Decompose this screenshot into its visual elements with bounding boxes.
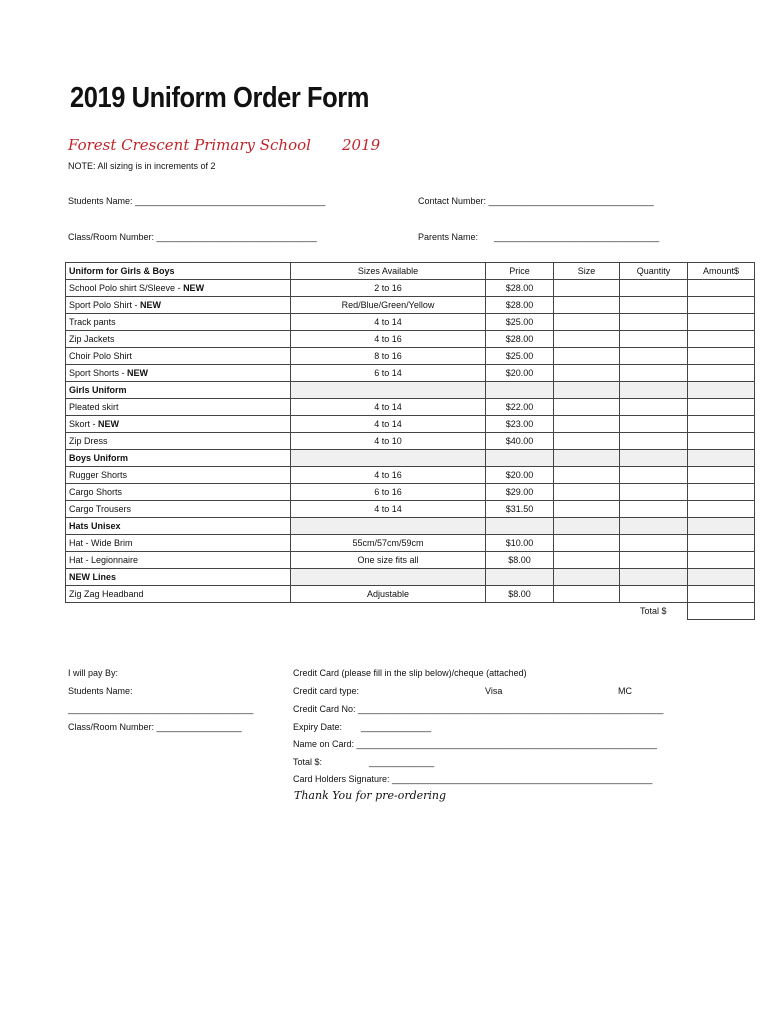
- contact-number-field[interactable]: Contact Number: _________________________________: [418, 196, 654, 206]
- size-input-cell[interactable]: [554, 450, 620, 467]
- item-name: Sport Polo Shirt -: [69, 300, 141, 310]
- size-input-cell[interactable]: [554, 552, 620, 569]
- size-input-cell[interactable]: [554, 467, 620, 484]
- table-row: [66, 484, 755, 501]
- header-sizes: Sizes Available: [291, 263, 486, 280]
- item-name: Pleated skirt: [69, 402, 119, 412]
- item-cell: [66, 467, 291, 484]
- section-row: [66, 569, 755, 586]
- price-cell: $20.00: [486, 365, 554, 382]
- quantity-input-cell[interactable]: [620, 433, 688, 450]
- sizes-cell: 4 to 14: [291, 399, 486, 416]
- quantity-input-cell[interactable]: [620, 501, 688, 518]
- page-title: 2019 Uniform Order Form: [70, 82, 370, 114]
- quantity-input-cell[interactable]: [620, 331, 688, 348]
- payment-total-label: Total $:: [293, 757, 323, 767]
- quantity-input-cell[interactable]: [620, 348, 688, 365]
- size-input-cell[interactable]: [554, 314, 620, 331]
- sizes-cell: [291, 518, 486, 535]
- quantity-input-cell[interactable]: [620, 552, 688, 569]
- quantity-input-cell[interactable]: [620, 314, 688, 331]
- table-row: [66, 280, 755, 297]
- quantity-input-cell[interactable]: [620, 365, 688, 382]
- item-cell: [66, 433, 291, 450]
- size-input-cell[interactable]: [554, 331, 620, 348]
- quantity-input-cell[interactable]: [620, 382, 688, 399]
- price-cell: $28.00: [486, 280, 554, 297]
- item-cell: [66, 314, 291, 331]
- order-table: [65, 262, 755, 620]
- size-input-cell[interactable]: [554, 416, 620, 433]
- amount-input-cell[interactable]: [688, 416, 755, 433]
- payment-method: Credit Card (please fill in the slip below)/cheque (attached): [293, 668, 527, 678]
- quantity-input-cell[interactable]: [620, 416, 688, 433]
- table-row: [66, 365, 755, 382]
- size-input-cell[interactable]: [554, 484, 620, 501]
- item-cell: [66, 416, 291, 433]
- amount-input-cell[interactable]: [688, 518, 755, 535]
- item-cell: [66, 331, 291, 348]
- total-amount-cell[interactable]: [688, 603, 755, 620]
- item-cell: [66, 484, 291, 501]
- amount-input-cell[interactable]: [688, 552, 755, 569]
- table-row: [66, 467, 755, 484]
- amount-input-cell[interactable]: [688, 501, 755, 518]
- expiry-date-line[interactable]: ______________: [361, 722, 432, 732]
- item-name: Cargo Trousers: [69, 504, 132, 514]
- table-row: [66, 535, 755, 552]
- school-year: 2019: [342, 136, 381, 154]
- section-label: NEW Lines: [66, 569, 291, 586]
- size-input-cell[interactable]: [554, 399, 620, 416]
- parents-name-label: Parents Name:: [418, 232, 479, 242]
- amount-input-cell[interactable]: [688, 348, 755, 365]
- table-row: [66, 314, 755, 331]
- header-uniform: Uniform for Girls & Boys: [66, 263, 291, 280]
- quantity-input-cell[interactable]: [620, 586, 688, 603]
- quantity-input-cell[interactable]: [620, 399, 688, 416]
- item-name: Sport Shorts -: [69, 368, 128, 378]
- price-cell: [486, 518, 554, 535]
- item-cell: [66, 535, 291, 552]
- sizes-cell: Adjustable: [291, 586, 486, 603]
- sizes-cell: [291, 382, 486, 399]
- price-cell: $28.00: [486, 297, 554, 314]
- quantity-input-cell[interactable]: [620, 280, 688, 297]
- sizes-cell: 4 to 14: [291, 501, 486, 518]
- item-name: Rugger Shorts: [69, 470, 128, 480]
- card-type-label: Credit card type:: [293, 686, 360, 696]
- header-quantity: Quantity: [620, 263, 688, 280]
- price-cell: $8.00: [486, 586, 554, 603]
- visa-option[interactable]: Visa: [485, 686, 503, 696]
- class-room-field[interactable]: Class/Room Number: ________________________________: [68, 232, 317, 242]
- total-spacer: [554, 603, 620, 620]
- pay-by-label: I will pay By:: [68, 668, 119, 678]
- sizes-cell: [291, 569, 486, 586]
- item-cell: [66, 280, 291, 297]
- price-cell: $20.00: [486, 467, 554, 484]
- payment-class-room-field[interactable]: Class/Room Number: _________________: [68, 722, 242, 732]
- size-input-cell[interactable]: [554, 280, 620, 297]
- quantity-input-cell[interactable]: [620, 518, 688, 535]
- price-cell: $25.00: [486, 348, 554, 365]
- amount-input-cell[interactable]: [688, 450, 755, 467]
- price-cell: $23.00: [486, 416, 554, 433]
- section-label: Hats Unisex: [66, 518, 291, 535]
- item-cell: [66, 348, 291, 365]
- price-cell: $10.00: [486, 535, 554, 552]
- size-input-cell[interactable]: [554, 365, 620, 382]
- item-name: Zip Jackets: [69, 334, 115, 344]
- item-name: Hat - Legionnaire: [69, 555, 139, 565]
- section-row: [66, 518, 755, 535]
- table-row: [66, 416, 755, 433]
- sizes-cell: 2 to 16: [291, 280, 486, 297]
- item-cell: [66, 501, 291, 518]
- table-row: [66, 552, 755, 569]
- price-cell: [486, 382, 554, 399]
- size-input-cell[interactable]: [554, 297, 620, 314]
- amount-input-cell[interactable]: [688, 280, 755, 297]
- table-row: [66, 297, 755, 314]
- students-name-field[interactable]: Students Name: ______________________________________: [68, 196, 326, 206]
- table-header-row: [66, 263, 755, 280]
- price-cell: $29.00: [486, 484, 554, 501]
- total-spacer: [291, 603, 486, 620]
- size-input-cell[interactable]: [554, 569, 620, 586]
- size-input-cell[interactable]: [554, 382, 620, 399]
- item-cell: [66, 399, 291, 416]
- price-cell: $31.50: [486, 501, 554, 518]
- header-size: Size: [554, 263, 620, 280]
- sizes-cell: 55cm/57cm/59cm: [291, 535, 486, 552]
- price-cell: [486, 450, 554, 467]
- price-cell: $25.00: [486, 314, 554, 331]
- table-row: [66, 399, 755, 416]
- total-spacer: [66, 603, 291, 620]
- size-input-cell[interactable]: [554, 433, 620, 450]
- header-amount: Amount$: [688, 263, 755, 280]
- size-input-cell[interactable]: [554, 501, 620, 518]
- table-row: [66, 433, 755, 450]
- price-cell: [486, 569, 554, 586]
- sizing-note: NOTE: All sizing is in increments of 2: [68, 161, 216, 171]
- sizes-cell: Red/Blue/Green/Yellow: [291, 297, 486, 314]
- expiry-date-label: Expiry Date:: [293, 722, 343, 732]
- size-input-cell[interactable]: [554, 535, 620, 552]
- sizes-cell: One size fits all: [291, 552, 486, 569]
- mc-option[interactable]: MC: [618, 686, 632, 696]
- total-label: Total $: [639, 606, 667, 617]
- total-spacer: [486, 603, 554, 620]
- amount-input-cell[interactable]: [688, 586, 755, 603]
- payment-students-name-line[interactable]: _____________________________________: [68, 704, 254, 714]
- section-label: Boys Uniform: [66, 450, 291, 467]
- sizes-cell: [291, 450, 486, 467]
- price-cell: $22.00: [486, 399, 554, 416]
- school-name: Forest Crescent Primary School: [68, 136, 311, 154]
- sizes-cell: 6 to 14: [291, 365, 486, 382]
- amount-input-cell[interactable]: [688, 484, 755, 501]
- payment-students-name-label: Students Name:: [68, 686, 133, 696]
- size-input-cell[interactable]: [554, 518, 620, 535]
- amount-input-cell[interactable]: [688, 569, 755, 586]
- item-cell: [66, 586, 291, 603]
- new-badge: NEW: [98, 419, 120, 429]
- item-name: Choir Polo Shirt: [69, 351, 133, 361]
- item-name: Zip Dress: [69, 436, 108, 446]
- sizes-cell: 4 to 16: [291, 331, 486, 348]
- section-row: [66, 382, 755, 399]
- sizes-cell: 4 to 14: [291, 314, 486, 331]
- item-cell: [66, 365, 291, 382]
- amount-input-cell[interactable]: [688, 365, 755, 382]
- item-name: Cargo Shorts: [69, 487, 123, 497]
- quantity-input-cell[interactable]: [620, 484, 688, 501]
- size-input-cell[interactable]: [554, 586, 620, 603]
- total-row: [66, 603, 755, 620]
- amount-input-cell[interactable]: [688, 297, 755, 314]
- table-row: [66, 348, 755, 365]
- amount-input-cell[interactable]: [688, 314, 755, 331]
- table-row: [66, 501, 755, 518]
- item-name: Zig Zag Headband: [69, 589, 144, 599]
- size-input-cell[interactable]: [554, 348, 620, 365]
- section-label: Girls Uniform: [66, 382, 291, 399]
- amount-input-cell[interactable]: [688, 535, 755, 552]
- price-cell: $40.00: [486, 433, 554, 450]
- table-row: [66, 331, 755, 348]
- section-row: [66, 450, 755, 467]
- quantity-input-cell[interactable]: [620, 467, 688, 484]
- quantity-input-cell[interactable]: [620, 535, 688, 552]
- quantity-input-cell[interactable]: [620, 297, 688, 314]
- parents-name-line[interactable]: _________________________________: [494, 232, 660, 242]
- amount-input-cell[interactable]: [688, 433, 755, 450]
- amount-input-cell[interactable]: [688, 467, 755, 484]
- price-cell: $8.00: [486, 552, 554, 569]
- item-cell: [66, 552, 291, 569]
- table-row: [66, 586, 755, 603]
- sizes-cell: 6 to 16: [291, 484, 486, 501]
- new-badge: NEW: [183, 283, 205, 293]
- quantity-input-cell[interactable]: [620, 450, 688, 467]
- signature-field[interactable]: Card Holders Signature: ____________________________________________________: [293, 774, 653, 784]
- quantity-input-cell[interactable]: [620, 569, 688, 586]
- sizes-cell: 4 to 10: [291, 433, 486, 450]
- item-name: Hat - Wide Brim: [69, 538, 133, 548]
- item-name: School Polo shirt S/Sleeve -: [69, 283, 184, 293]
- sizes-cell: 4 to 14: [291, 416, 486, 433]
- card-number-field[interactable]: Credit Card No: _____________________________________________________________: [293, 704, 664, 714]
- payment-total-line[interactable]: _____________: [369, 757, 435, 767]
- header-price: Price: [486, 263, 554, 280]
- amount-input-cell[interactable]: [688, 331, 755, 348]
- new-badge: NEW: [127, 368, 149, 378]
- amount-input-cell[interactable]: [688, 399, 755, 416]
- name-on-card-field[interactable]: Name on Card: ____________________________________________________________: [293, 739, 657, 749]
- price-cell: $28.00: [486, 331, 554, 348]
- amount-input-cell[interactable]: [688, 382, 755, 399]
- thank-you-note: Thank You for pre-ordering: [294, 789, 447, 802]
- sizes-cell: 4 to 16: [291, 467, 486, 484]
- item-name: Skort -: [69, 419, 99, 429]
- sizes-cell: 8 to 16: [291, 348, 486, 365]
- new-badge: NEW: [140, 300, 162, 310]
- item-cell: [66, 297, 291, 314]
- item-name: Track pants: [69, 317, 116, 327]
